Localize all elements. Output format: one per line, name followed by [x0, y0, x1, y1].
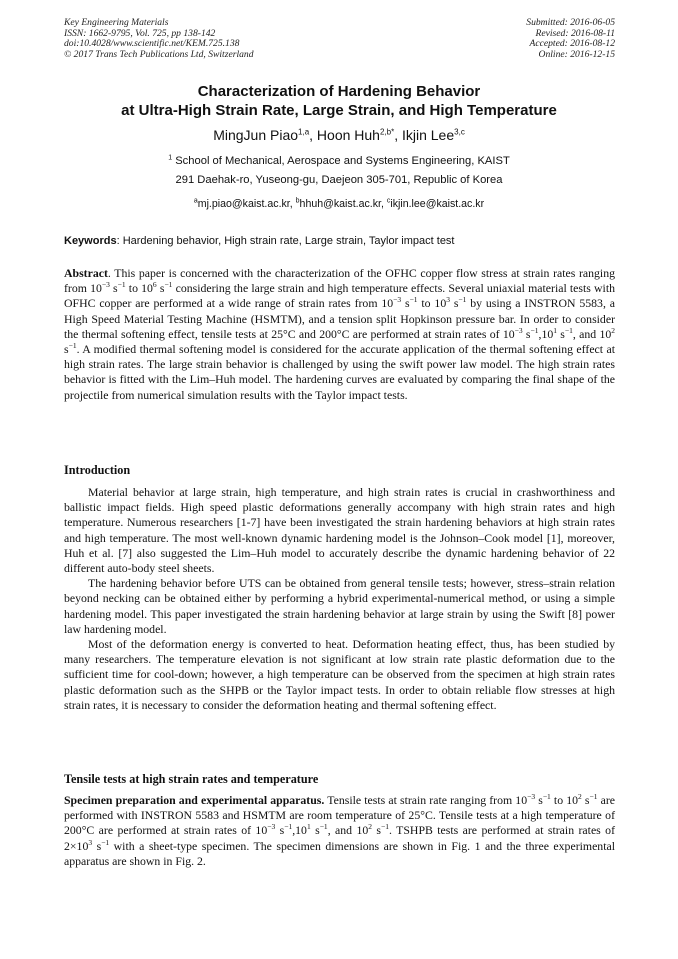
affiliation-line-1: [0, 152, 678, 171]
tensile-text: ,10: [292, 823, 307, 838]
email-c: ikjin.lee@kaist.ac.kr: [390, 198, 485, 210]
tensile-paragraph: [64, 793, 615, 869]
intro-paragraph-1: Material behavior at large strain, high temperature, and high strain rates is crucial in crashworthiness and ballistic impact fields. High speed plastic deformations generally accompany with high strain rates and high temperature. Numerous researchers [1-7] have been investigated the strain hardening behaviors at high strain rates and high temperature. The most well-known dynamic hardening model is the Johnson–Cook model [1], moreover, Huh et al. [7] also suggested the Lim–Huh model to accurately describe the dynamic hardening behavior of 22 different auto-body steel sheets.: [64, 485, 615, 576]
sup: 3: [446, 295, 450, 305]
tensile-text: are performed with INSTRON 5583 and HSMTM are room temperature of 25°C. Tensile tests at a high temperature of 200°C are performed at strain rates of 10: [64, 793, 615, 838]
abstract: [64, 266, 615, 403]
tensile-text: . TSHPB tests are performed at strain rates of 2×10: [64, 823, 615, 853]
abstract-paragraph: [64, 266, 615, 403]
sup: 6: [152, 280, 157, 290]
intro-paragraph-3: Most of the deformation energy is converted to heat. Deformation heating effect, thus, has been studied by many researchers. The temperature elevation is not significant at low strain rate plastic deformation due to the sufficient time for cool-down; however, a high temperature can be observed from the specimen at high strain rates plastic deformation such as the SHPB or the Taylor impact tests. In order to obtain reliable flow stresses at high strain rates, it is necessary to consider the deformation heating and thermal softening effect.: [64, 637, 615, 712]
sup: −1: [564, 325, 573, 335]
author-2: Hoon Huh: [316, 127, 380, 143]
subsection-label: Specimen preparation and experimental apparatus.: [64, 793, 325, 807]
author-sep: ,: [309, 127, 317, 143]
header-left: [64, 18, 254, 60]
abstract-text: s: [109, 281, 118, 296]
sup: −3: [267, 822, 276, 832]
header-right: [526, 18, 615, 60]
tensile-text: s: [92, 838, 102, 853]
email-a-sup: a: [193, 197, 198, 205]
sup: −3: [101, 280, 110, 290]
sup: −1: [117, 280, 126, 290]
author-1: MingJun Piao: [213, 127, 299, 143]
sup: −1: [164, 280, 173, 290]
copyright: © 2017 Trans Tech Publications Ltd, Switzerland: [64, 48, 254, 60]
sup: −1: [530, 325, 539, 335]
sup: −1: [409, 295, 418, 305]
abstract-text: s: [64, 342, 69, 357]
online-date: Online: 2016-12-15: [538, 48, 615, 60]
abstract-text: by using a INSTRON 5583, a High Speed Material Testing Machine (HSMTM), and a tension split Hopkinson pressure bar. In order to consider the thermal softening effect, tensile tests at 25°C and 200°C are performed at strain rates of 10: [64, 296, 615, 341]
tensile-text: , and 10: [327, 823, 369, 838]
tensile-text: s: [372, 823, 382, 838]
tensile-text: s: [310, 823, 320, 838]
abstract-text: ,10: [538, 326, 554, 341]
author-2-sup: 2,b*: [379, 127, 395, 137]
sup: 2: [578, 792, 582, 802]
intro-paragraph-2: The hardening behavior before UTS can be obtained from general tensile tests; however, stress–strain relation beyond necking can be obtained either by performing a hybrid experimental-numerical method, or using a simple hardening model. This paper investigated the strain hardening behavior at large strain by using the Swift [8] power law hardening model.: [64, 576, 615, 636]
sup: −1: [319, 822, 328, 832]
tensile-tests-body: [64, 793, 615, 869]
affiliation-line-2: 291 Daehak-ro, Yuseong-gu, Daejeon 305-701, Republic of Korea: [175, 174, 503, 186]
abstract-text: , and 10: [572, 326, 612, 341]
sup: −3: [514, 325, 523, 335]
introduction-body: [64, 485, 615, 713]
affiliation-text: School of Mechanical, Aerospace and Systems Engineering, KAIST: [172, 155, 510, 167]
sup: −1: [542, 792, 551, 802]
keywords-label: Keywords: [64, 235, 117, 247]
submitted-date: Submitted: 2016-06-05: [526, 17, 615, 28]
author-1-sup: 1,a: [298, 127, 310, 137]
abstract-text: s: [557, 326, 565, 341]
sup: −1: [101, 837, 110, 847]
abstract-label: Abstract: [64, 266, 108, 280]
affiliation: [0, 152, 678, 190]
email-c-sup: c: [386, 197, 391, 205]
title-line-2: at Ultra-High Strain Rate, Large Strain, and High Temperature: [121, 102, 557, 119]
abstract-text: to 10: [125, 281, 153, 296]
abstract-text: to 10: [417, 296, 447, 311]
sup: 2: [611, 325, 615, 335]
abstract-text: s: [522, 326, 531, 341]
author-emails: [0, 197, 678, 211]
affiliation-sup: 1: [168, 154, 173, 162]
email-b-sup: b: [295, 197, 300, 205]
sup: −3: [393, 295, 402, 305]
accepted-date: Accepted: 2016-08-12: [529, 38, 615, 50]
abstract-text: . A modified thermal softening model is considered for the accurate application of the thermal softening effect at high strain rates. The large strain behavior is challenged by using the swift power law model. The high strain rates behavior is fitted with the Lim–Huh model. The hardening curves are evaluated by comparing the final shape of the projectile from numerical simulation results with the Taylor impact tests.: [64, 342, 615, 402]
abstract-text: s: [401, 296, 410, 311]
sup: 1: [553, 325, 558, 335]
tensile-text: s: [275, 823, 285, 838]
author-list: [0, 127, 678, 144]
sup: −1: [458, 295, 467, 305]
sup: 1: [306, 822, 311, 832]
email-b: hhuh@kaist.ac.kr,: [299, 198, 387, 210]
section-heading-introduction: Introduction: [64, 463, 131, 477]
author-3: Ikjin Lee: [401, 127, 455, 143]
revised-date: Revised: 2016-08-11: [535, 27, 615, 39]
keywords-text: : Hardening behavior, High strain rate, Large strain, Taylor impact test: [116, 235, 455, 247]
sup: 3: [88, 837, 93, 847]
issn: ISSN: 1662-9795, Vol. 725, pp 138-142: [64, 27, 216, 39]
sup: −1: [68, 341, 77, 351]
tensile-text: with a sheet-type specimen. The specimen dimensions are shown in Fig. 1 and the three experimental apparatus are shown in Fig. 2.: [64, 838, 615, 868]
sup: −3: [527, 792, 536, 802]
section-heading-tensile-tests: Tensile tests at high strain rates and temperature: [64, 772, 319, 786]
sup: −1: [284, 822, 293, 832]
doi: doi:10.4028/www.scientific.net/KEM.725.138: [64, 38, 240, 50]
tensile-text: to 10: [550, 793, 579, 807]
author-sep: ,: [394, 127, 402, 143]
abstract-text: s: [449, 296, 459, 311]
abstract-text: considering the large strain and high temperature effects. Several uniaxial material tests with OFHC copper are performed at a wide range of strain rates from 10: [64, 281, 615, 311]
sup: −1: [589, 792, 598, 802]
sup: 2: [368, 822, 373, 832]
tensile-text: Tensile tests at strain rate ranging from 10: [324, 793, 528, 807]
title-line-1: Characterization of Hardening Behavior: [197, 83, 481, 100]
sup: −1: [381, 822, 390, 832]
keywords: [64, 234, 615, 248]
abstract-text: . This paper is concerned with the characterization of the OFHC copper flow stress at strain rates ranging from 10: [64, 266, 615, 296]
journal-name: Key Engineering Materials: [64, 17, 169, 28]
tensile-text: s: [581, 793, 590, 807]
abstract-text: s: [156, 281, 165, 296]
author-3-sup: 3,c: [454, 127, 465, 137]
email-a: mj.piao@kaist.ac.kr,: [197, 198, 296, 210]
tensile-text: s: [535, 793, 543, 807]
paper-title: [0, 82, 678, 120]
